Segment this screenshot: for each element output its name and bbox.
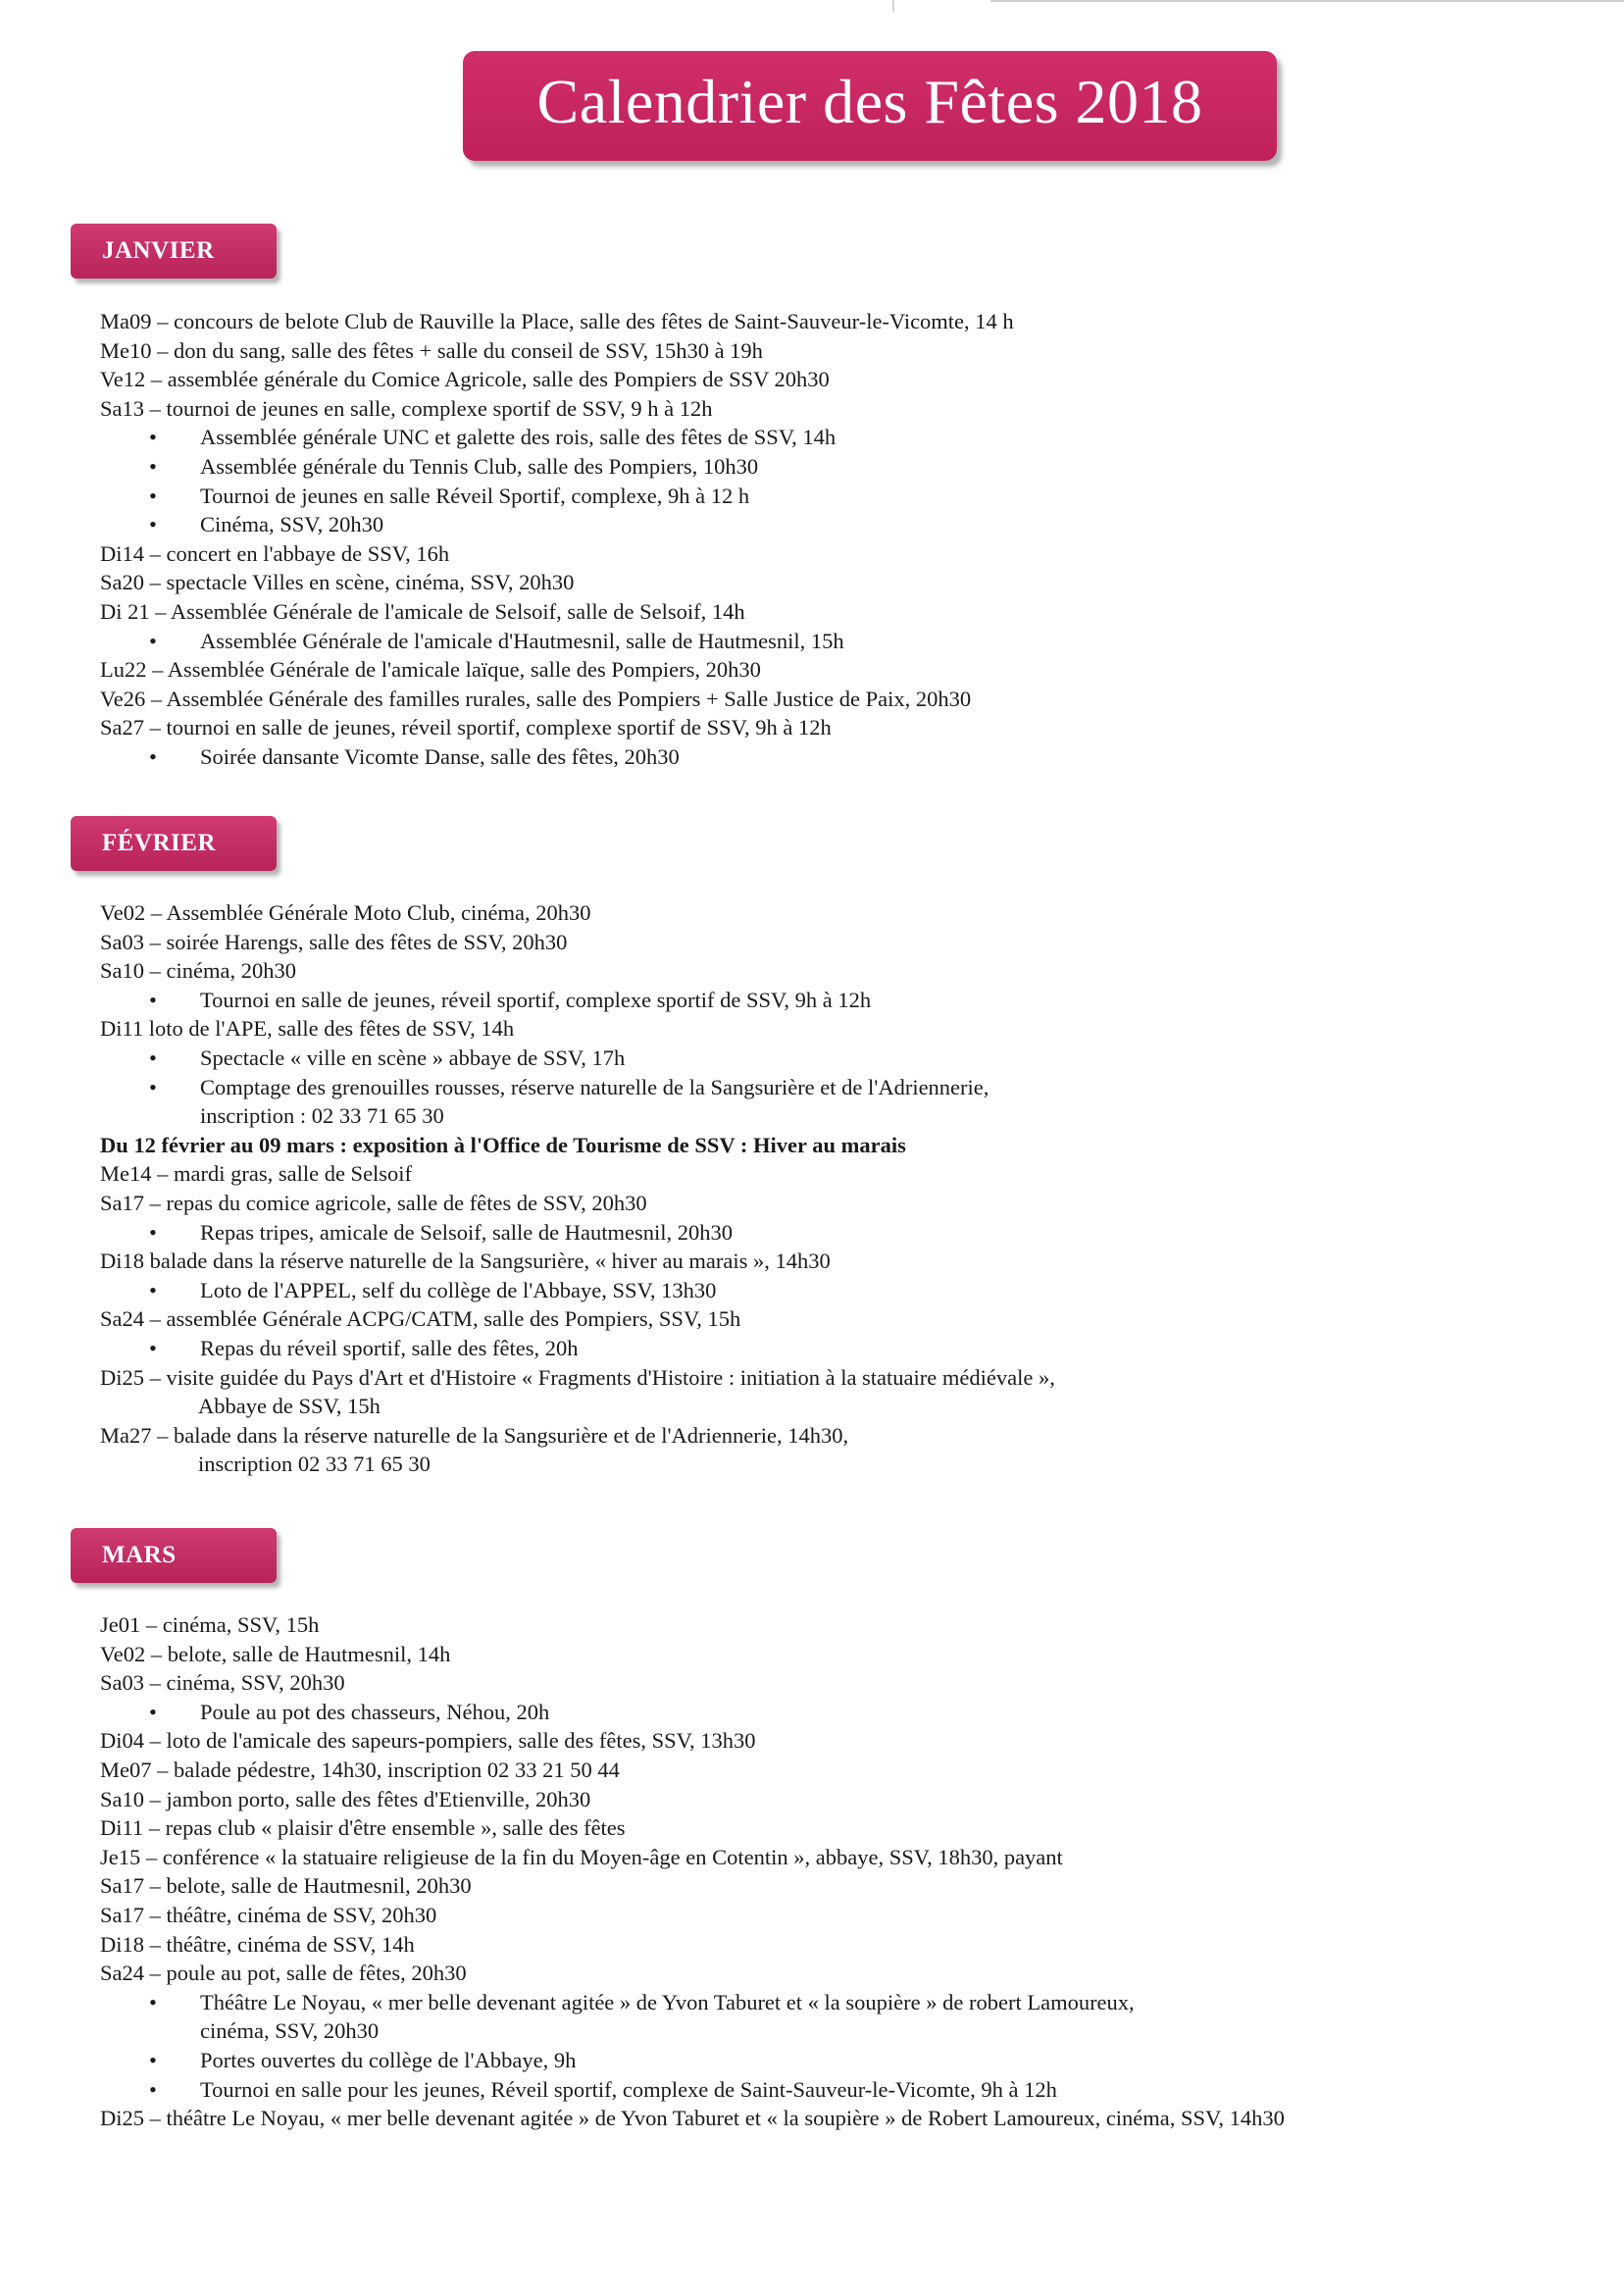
event-line: Sa27 – tournoi en salle de jeunes, réveil sportif, complexe sportif de SSV, 9h à 12h xyxy=(100,715,832,740)
event-continuation: cinéma, SSV, 20h30 xyxy=(200,2018,380,2044)
month-section-fevrier xyxy=(100,898,1551,1479)
event-bullet-item: • Cinéma, SSV, 20h30 xyxy=(100,510,1551,539)
event-bullet-item: • Repas tripes, amicale de Selsoif, salle de Hautmesnil, 20h30 xyxy=(100,1218,1551,1248)
event-bullet-item: • Tournoi en salle de jeunes, réveil sportif, complexe sportif de SSV, 9h à 12h xyxy=(100,986,1551,1015)
event-line: Ma27 – balade dans la réserve naturelle de la Sangsurière et de l'Adriennerie, 14h30, xyxy=(100,1422,849,1448)
event-bullet-item: • Repas du réveil sportif, salle des fêtes, 20h xyxy=(100,1334,1551,1363)
event-line: Sa03 – soirée Harengs, salle des fêtes de SSV, 20h30 xyxy=(100,929,568,954)
event-line: Di14 – concert en l'abbaye de SSV, 16h xyxy=(100,540,450,566)
event-bullet-item: • Comptage des grenouilles rousses, réserve naturelle de la Sangsurière et de l'Adriennerie, xyxy=(100,1073,1551,1102)
event-line: Je15 – conférence « la statuaire religieuse de la fin du Moyen-âge en Cotentin », abbaye, SSV, 18h30, payant xyxy=(100,1844,1063,1869)
event-line: Di04 – loto de l'amicale des sapeurs-pompiers, salle des fêtes, SSV, 13h30 xyxy=(100,1728,756,1754)
event-line: Ve12 – assemblée générale du Comice Agricole, salle des Pompiers de SSV 20h30 xyxy=(100,367,830,392)
event-line: Me10 – don du sang, salle des fêtes + salle du conseil de SSV, 15h30 à 19h xyxy=(100,337,763,363)
event-line: Je01 – cinéma, SSV, 15h xyxy=(100,1612,320,1637)
event-line: Sa17 – belote, salle de Hautmesnil, 20h30 xyxy=(100,1873,472,1899)
event-bullet-item: • Loto de l'APPEL, self du collège de l'Abbaye, SSV, 13h30 xyxy=(100,1276,1551,1305)
event-line: Ve26 – Assemblée Générale des familles rurales, salle des Pompiers + Salle Justice de Paix, 20h30 xyxy=(100,686,972,711)
event-bullet-item: • Poule au pot des chasseurs, Néhou, 20h xyxy=(100,1698,1551,1727)
event-bullet-item: • Tournoi en salle pour les jeunes, Réveil sportif, complexe de Saint-Sauveur-le-Vicomte, 9h à 12h xyxy=(100,2075,1551,2105)
event-line: Ve02 – belote, salle de Hautmesnil, 14h xyxy=(100,1641,451,1666)
event-line: Me07 – balade pédestre, 14h30, inscription 02 33 21 50 44 xyxy=(100,1757,620,1782)
event-line: Ve02 – Assemblée Générale Moto Club, cinéma, 20h30 xyxy=(100,900,591,925)
event-line: Di 21 – Assemblée Générale de l'amicale de Selsoif, salle de Selsoif, 14h xyxy=(100,598,745,624)
event-line: Sa17 – repas du comice agricole, salle de fêtes de SSV, 20h30 xyxy=(100,1190,647,1215)
page-title: Calendrier des Fêtes 2018 xyxy=(463,51,1277,161)
event-line: Di25 – visite guidée du Pays d'Art et d'Histoire « Fragments d'Histoire : initiation à la statuaire médiévale », xyxy=(100,1364,1055,1390)
event-continuation: inscription : 02 33 71 65 30 xyxy=(200,1103,444,1129)
event-line: Sa10 – cinéma, 20h30 xyxy=(100,958,296,984)
month-section-janvier xyxy=(100,307,1551,772)
month-section-mars xyxy=(100,1610,1551,2133)
event-bullet-item: • Tournoi de jeunes en salle Réveil Sportif, complexe, 9h à 12 h xyxy=(100,482,1551,511)
event-bullet-item: • Portes ouvertes du collège de l'Abbaye, 9h xyxy=(100,2046,1551,2075)
event-line: Di18 balade dans la réserve naturelle de la Sangsurière, « hiver au marais », 14h30 xyxy=(100,1249,831,1274)
event-line: Di25 – théâtre Le Noyau, « mer belle devenant agitée » de Yvon Taburet et « la soupière » de Robert Lamoureux, cinéma, SSV, 14h30 xyxy=(100,2106,1285,2131)
event-bullet-item: • Spectacle « ville en scène » abbaye de SSV, 17h xyxy=(100,1044,1551,1073)
event-line: Sa10 – jambon porto, salle des fêtes d'Etienville, 20h30 xyxy=(100,1786,591,1811)
event-line: Sa03 – cinéma, SSV, 20h30 xyxy=(100,1670,345,1696)
event-line: Sa24 – assemblée Générale ACPG/CATM, salle des Pompiers, SSV, 15h xyxy=(100,1306,741,1332)
event-line: Di11 loto de l'APE, salle des fêtes de SSV, 14h xyxy=(100,1016,515,1042)
event-line: Sa20 – spectacle Villes en scène, cinéma, SSV, 20h30 xyxy=(100,570,575,595)
event-line: Di11 – repas club « plaisir d'être ensemble », salle des fêtes xyxy=(100,1815,626,1841)
event-line: Ma09 – concours de belote Club de Rauville la Place, salle des fêtes de Saint-Sauveur-le-Vicomte, 14 h xyxy=(100,309,1014,333)
event-line: Sa13 – tournoi de jeunes en salle, complexe sportif de SSV, 9 h à 12h xyxy=(100,395,713,421)
event-line: Du 12 février au 09 mars : exposition à l'Office de Tourisme de SSV : Hiver au marais xyxy=(100,1132,906,1157)
event-line: Me14 – mardi gras, salle de Selsoif xyxy=(100,1161,413,1187)
event-continuation: Abbaye de SSV, 15h xyxy=(198,1394,381,1419)
event-bullet-item: • Théâtre Le Noyau, « mer belle devenant agitée » de Yvon Taburet et « la soupière » de robert Lamoureux, xyxy=(100,1988,1551,2017)
event-continuation: inscription 02 33 71 65 30 xyxy=(198,1452,431,1477)
event-line: Di18 – théâtre, cinéma de SSV, 14h xyxy=(100,1931,415,1957)
event-bullet-item: • Assemblée générale du Tennis Club, salle des Pompiers, 10h30 xyxy=(100,452,1551,482)
event-line: Sa24 – poule au pot, salle de fêtes, 20h30 xyxy=(100,1961,467,1986)
month-tag-fevrier: FÉVRIER xyxy=(71,816,277,871)
scan-edge-mark xyxy=(892,0,894,12)
event-bullet-item: • Assemblée générale UNC et galette des rois, salle des fêtes de SSV, 14h xyxy=(100,423,1551,452)
month-tag-janvier: JANVIER xyxy=(71,224,277,279)
scan-edge-line xyxy=(990,0,1624,2)
event-bullet-item: • Assemblée Générale de l'amicale d'Hautmesnil, salle de Hautmesnil, 15h xyxy=(100,627,1551,656)
event-line: Lu22 – Assemblée Générale de l'amicale laïque, salle des Pompiers, 20h30 xyxy=(100,657,761,683)
month-tag-mars: MARS xyxy=(71,1528,277,1583)
event-line: Sa17 – théâtre, cinéma de SSV, 20h30 xyxy=(100,1902,437,1927)
event-bullet-item: • Soirée dansante Vicomte Danse, salle des fêtes, 20h30 xyxy=(100,742,1551,772)
